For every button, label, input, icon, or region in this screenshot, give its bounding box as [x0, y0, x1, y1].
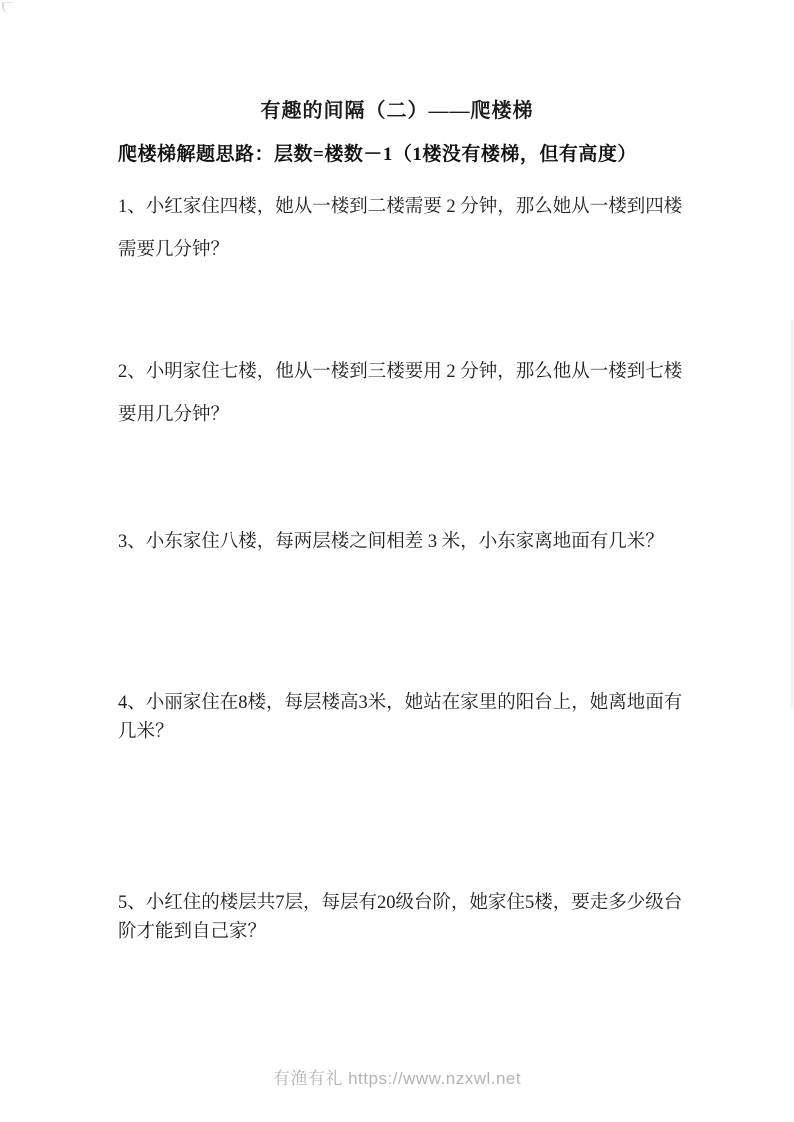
solution-hint: 爬楼梯解题思路：层数=楼数－1（1楼没有楼梯，但有高度） [118, 144, 637, 165]
question-1-line-2: 需要几分钟？ [118, 240, 230, 260]
question-2-line-2: 要用几分钟？ [118, 405, 230, 425]
question-5-line-1: 5、小红住的楼层共7层，每层有20级台阶，她家住5楼，要走多少级台 [118, 893, 683, 913]
worksheet-title: 有趣的间隔（二）——爬楼梯 [260, 100, 534, 122]
question-5 [118, 889, 734, 947]
question-4-line-2: 几米？ [118, 722, 174, 742]
question-4-line-1: 4、小丽家住在8楼，每层楼高3米，她站在家里的阳台上，她离地面有 [118, 693, 683, 713]
question-2-line-1: 2、小明家住七楼，他从一楼到三楼要用 2 分钟，那么他从一楼到七楼 [118, 362, 683, 382]
question-2 [118, 351, 734, 437]
scan-artifact-edge [791, 320, 793, 710]
question-3 [118, 521, 734, 564]
question-1-line-1: 1、小红家住四楼，她从一楼到二楼需要 2 分钟，那么她从一楼到四楼 [118, 197, 683, 217]
question-1 [118, 186, 734, 272]
question-3-line-1: 3、小东家住八楼，每两层楼之间相差 3 米，小东家离地面有几米？ [118, 532, 664, 552]
question-4 [118, 689, 734, 747]
scan-artifact-speck [2, 2, 13, 14]
question-5-line-2: 阶才能到自己家？ [118, 922, 267, 942]
page-footer-watermark: 有渔有礼 https://www.nzxwl.net [272, 1069, 522, 1088]
